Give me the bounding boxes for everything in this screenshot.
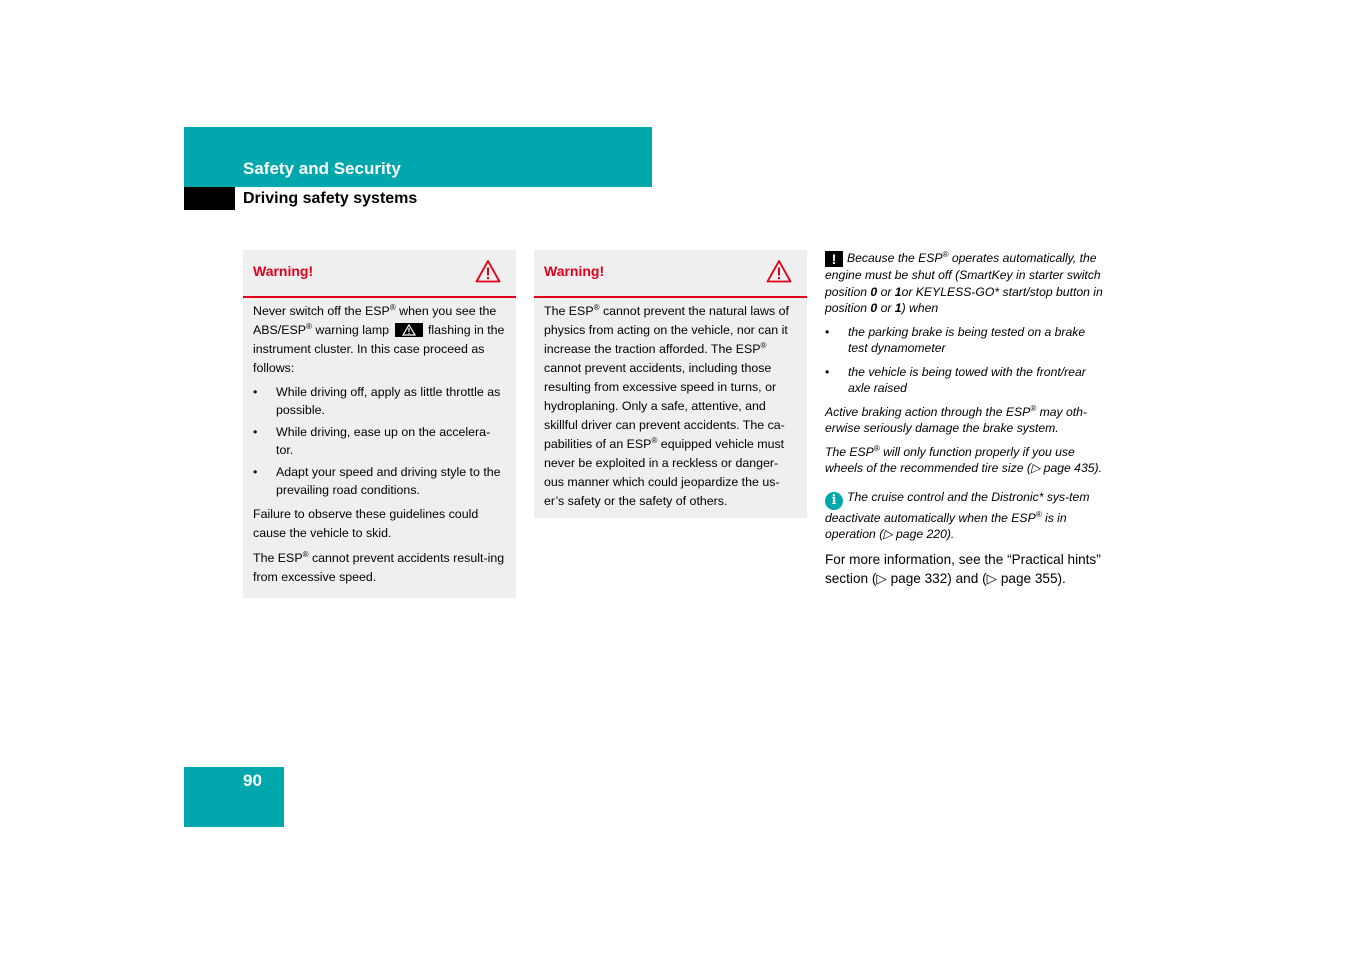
page-number: 90	[243, 771, 262, 790]
subsection-title: Driving safety systems	[243, 190, 418, 207]
info-icon: i	[825, 492, 843, 510]
abs-esp-warning-lamp-icon	[395, 323, 423, 337]
caution-note: ! Because the ESP® operates automatically, the engine must be shut off (SmartKey in starter switch position 0 or 1or KEYLESS-GO* start/stop button in position 0 or 1) when	[825, 249, 1103, 315]
warning-bullet-list	[253, 384, 506, 499]
caution-icon: !	[825, 251, 843, 267]
warning-title: Warning!	[253, 263, 314, 279]
list-item: • Adapt your speed and driving style to the prevailing road conditions.	[253, 464, 506, 499]
warning-paragraph: Failure to observe these guidelines could cause the vehicle to skid.	[253, 507, 479, 540]
warning-header	[534, 250, 807, 298]
warning-header	[243, 250, 516, 298]
warning-box-2	[534, 250, 807, 518]
warning-body	[534, 298, 807, 525]
caution-paragraph: Active braking action through the ESP® may oth-erwise seriously damage the brake system.	[825, 403, 1087, 435]
page-number-box	[184, 767, 284, 827]
warning-triangle-icon	[475, 259, 501, 283]
list-item: • the parking brake is being tested on a brake test dynamometer	[825, 324, 1105, 357]
warning-triangle-icon	[766, 259, 792, 283]
list-item: • While driving off, apply as little throttle as possible.	[253, 384, 506, 419]
section-title: Safety and Security	[243, 159, 401, 178]
right-column	[825, 250, 1105, 589]
more-info-paragraph: For more information, see the “Practical hints” section (▷ page 332) and (▷ page 355).	[825, 551, 1101, 586]
info-note: i The cruise control and the Distronic* sys-tem deactivate automatically when the ESP® is in operation (▷ page 220).	[825, 489, 1090, 541]
warning-title: Warning!	[544, 263, 605, 279]
warning-paragraph: The ESP® cannot prevent accidents result-ing from excessive speed.	[253, 549, 505, 584]
warning-body	[243, 298, 516, 601]
warning-paragraph: Never switch off the ESP® when you see the ABS/ESP® warning lamp flashing in the instrument cluster. In this case proceed as follows:	[253, 302, 505, 375]
caution-paragraph: The ESP® will only function properly if you use wheels of the recommended tire size (▷ page 435).	[825, 443, 1102, 475]
warning-paragraph: The ESP® cannot prevent the natural laws of physics from acting on the vehicle, nor can it increase the traction afforded. The ESP® cannot prevent accidents, including those resulting from excessive speed in turns, or hydroplaning. Only a safe, attentive, and skillful driver can prevent accidents. The ca-pabilities of an ESP® equipped vehicle must never be exploited in a reckless or danger-ous manner which could jeopardize the us-er’s safety or the safety of others.	[544, 302, 789, 508]
list-item: • the vehicle is being towed with the front/rear axle raised	[825, 364, 1105, 397]
subsection-marker	[184, 187, 235, 210]
warning-box-1	[243, 250, 516, 598]
list-item: • While driving, ease up on the accelera-tor.	[253, 424, 506, 459]
caution-bullet-list	[825, 324, 1105, 397]
